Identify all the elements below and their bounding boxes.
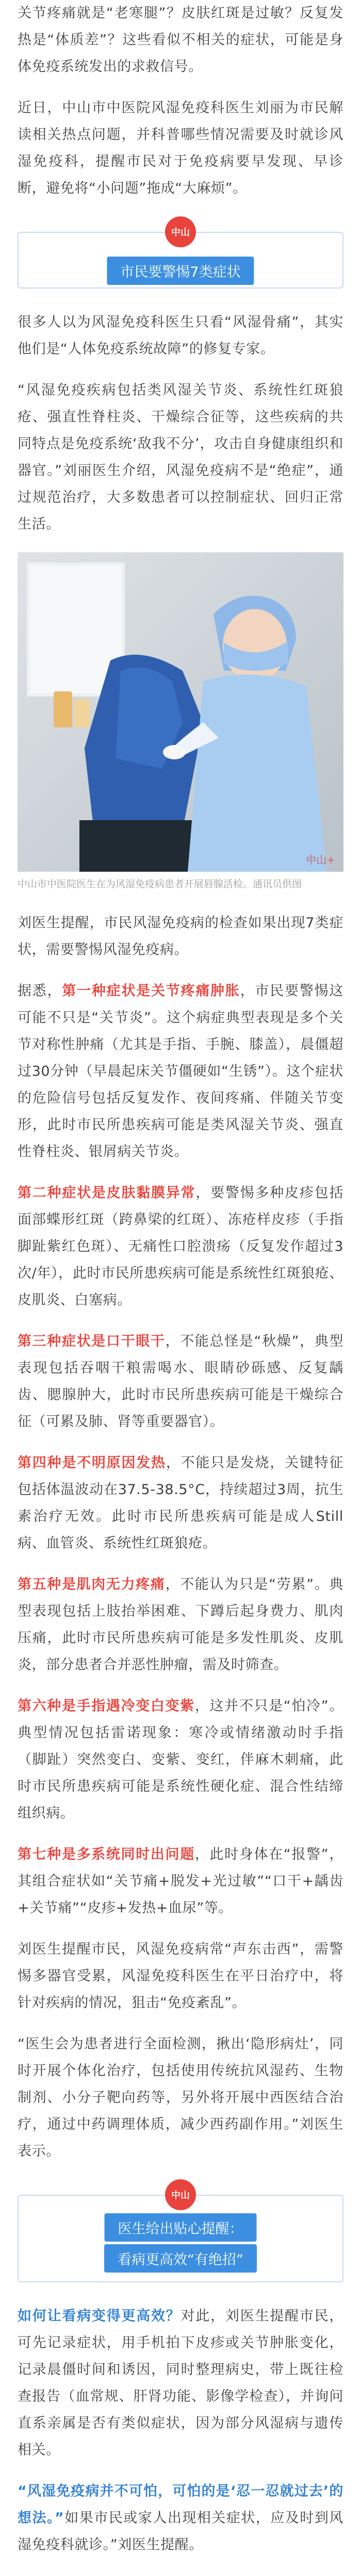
symptom-4-title: 第四种是不明原因发热: [18, 1455, 166, 1471]
section-title-line-2: 看病更高效“有绝招”: [104, 2244, 257, 2273]
symptom-3-body: ，不能总怪是“秋燥”，典型表现包括吞咽干粮需喝水、眼睛砂砾感、反复龋齿、腮腺肿大，此时市民所患疾病可能是干燥综合征（可累及肺、肾等重要器官）。: [18, 1333, 344, 1430]
news-photo: [18, 552, 343, 872]
intro-paragraph-2: 近日，中山市中医院风湿免疫科医生刘丽为市民解读相关热点问题，并科普哪些情况需要及时就诊风湿免疫科，提醒市民对于免疫病要早发现、早诊断，避免将“小问题”拖成“大麻烦”。: [18, 100, 343, 196]
symptom-6-body: ，这并不只是“怕冷”。典型情况包括雷诺现象：寒冷或情绪激动时手指（脚趾）突然变白、变紫、变红，伴麻木刺痛，此时市民所患疾病可能是系统性硬化症、混合性结缔组织病。: [18, 1698, 344, 1821]
section1-paragraph-1: 很多人以为风湿免疫科医生只看“风湿骨痛”，其实他们是“人体免疫系统故障”的修复专家。: [18, 314, 343, 357]
section-header-tips: [18, 2179, 343, 2287]
symptom-7: [18, 1841, 343, 1922]
symptom-1: [18, 978, 343, 1165]
symptom-5-body: ，不能认为只是“劳累”。典型表现包括上肢抬举困难、下蹲后起身费力、肌肉压痛，此时市民所患疾病可能是多发性肌炎、皮肌炎，部分患者合并恶性肿瘤，需及时筛查。: [18, 1577, 344, 1673]
symptom-1-body: ，市民要警惕这可能不只是“关节炎”。这个病症典型表现是多个关节对称性肿痛（尤其是手指、手腕、膝盖），晨僵超过30分钟（早晨起床关节僵硬如“生锈”）。这个症状的危险信号包括反复发作、夜间疼痛、伴随关节变形，此时市民所患疾病可能是类风湿关节炎、强直性脊柱炎、银屑病关节炎。: [18, 983, 343, 1160]
symptom-2-title: 第二种症状是皮肤黏膜异常: [18, 1185, 196, 1201]
intro-paragraph-1: 关节疼痛就是“老寒腿”？皮肤红斑是过敏？反复发热是“体质差”？这些看似不相关的症状，可能是身体免疫系统发出的求救信号。: [18, 5, 343, 75]
symptom-5: [18, 1571, 343, 1679]
symptom-4: [18, 1450, 343, 1557]
symptoms-lead: 刘医生提醒，市民风湿免疫病的检查如果出现7类症状，需要警惕风湿免疫病。: [18, 915, 343, 958]
section-title-line-1: 医生给出贴心提醒：: [105, 2213, 257, 2242]
symptom-6: [18, 1693, 343, 1827]
tip-1-title: 如何让看病变得更高效？: [18, 2308, 181, 2324]
photo-caption: 中山市中医院医生在为风湿免疫病患者开展唇腺活检。通讯员供图: [18, 878, 302, 890]
tip-2-body: 如果市民或家人出现相关症状，应及时到风湿免疫科就诊。”刘医生提醒。: [18, 2510, 343, 2553]
symptom-1-prefix: 据悉，: [18, 983, 62, 999]
symptom-7-body: ，此时身体在“报警”，其组合症状如“关节痛+脱发+光过敏”“口干+龋齿+关节痛”“皮疹+发热+血尿”等。: [18, 1846, 344, 1916]
section-badge-icon: 中山: [165, 2179, 196, 2210]
photo-watermark: 中山+: [306, 854, 335, 866]
symptom-4-body: ，不能只是发烧，关键特征包括体温波动在37.5-38.5°C，持续超过3周，抗生素治疗无效。此时市民所患疾病可能是成人Still病、血管炎、系统性红斑狼疮。: [18, 1455, 344, 1551]
symptom-5-title: 第五种是肌肉无力疼痛: [18, 1577, 166, 1592]
section-header-symptoms: [18, 216, 343, 294]
symptom-2: [18, 1180, 343, 1314]
tip-1: [18, 2303, 343, 2464]
symptom-1-title: 第一种症状是关节疼痛肿胀: [62, 983, 240, 999]
news-photo-illustration: [18, 552, 343, 872]
tip-2: [18, 2478, 343, 2558]
symptom-7-title: 第七种是多系统同时出问题: [18, 1846, 195, 1862]
tip-1-body: 对此，刘医生提醒市民，可先记录症状，用手机拍下皮疹或关节肿胀变化，记录晨僵时间和诱因，同时整理病史，带上既往检查报告（血常规、肝肾功能、影像学检查），并询问直系亲属是否有类似症状，因为部分风湿病与遗传相关。: [18, 2308, 343, 2458]
section1-paragraph-2: “风湿免疫疾病包括类风湿关节炎、系统性红斑狼疮、强直性脊柱炎、干燥综合征等，这些疾病的共同特点是免疫系统‘敌我不分’，攻击自身健康组织和器官。”刘丽医生介绍，风湿免疫病不是“绝症”，通过规范治疗，大多数患者可以控制症状、回归正常生活。: [18, 382, 343, 532]
symptom-3: [18, 1328, 343, 1435]
symptoms-after-2: “医生会为患者进行全面检测，揪出‘隐形病灶’，同时开展个体化治疗，包括使用传统抗风湿药、生物制剂、小分子靶向药等，另外将开展中西医结合治疗，通过中药调理体质，减少西药副作用。”刘医生表示。: [18, 2036, 343, 2159]
symptom-2-body: ，要警惕多种皮疹包括面部蝶形红斑（跨鼻梁的红斑）、冻疮样皮疹（手指脚趾紫红色斑）、无痛性口腔溃疡（反复发作超过3次/年），此时市民所患疾病可能是系统性红斑狼疮、皮肌炎、白塞病。: [18, 1185, 344, 1308]
symptom-3-title: 第三种症状是口干眼干: [18, 1333, 166, 1349]
tip-2-title: “风湿免疫病并不可怕，可怕的是‘忍一忍就过去’的想法。”: [18, 2483, 343, 2526]
symptoms-after-1: 刘医生提醒市民，风湿免疫病常“声东击西”，需警惕多器官受累，风湿免疫科医生在平日治疗中，将针对疾病的情况，狙击“免疫紊乱”。: [18, 1941, 343, 2011]
section-badge-icon: 中山: [165, 216, 196, 247]
symptom-6-title: 第六种是手指遇冷变白变紫: [18, 1698, 195, 1714]
section-title: 市民要警惕7类症状: [107, 257, 254, 285]
